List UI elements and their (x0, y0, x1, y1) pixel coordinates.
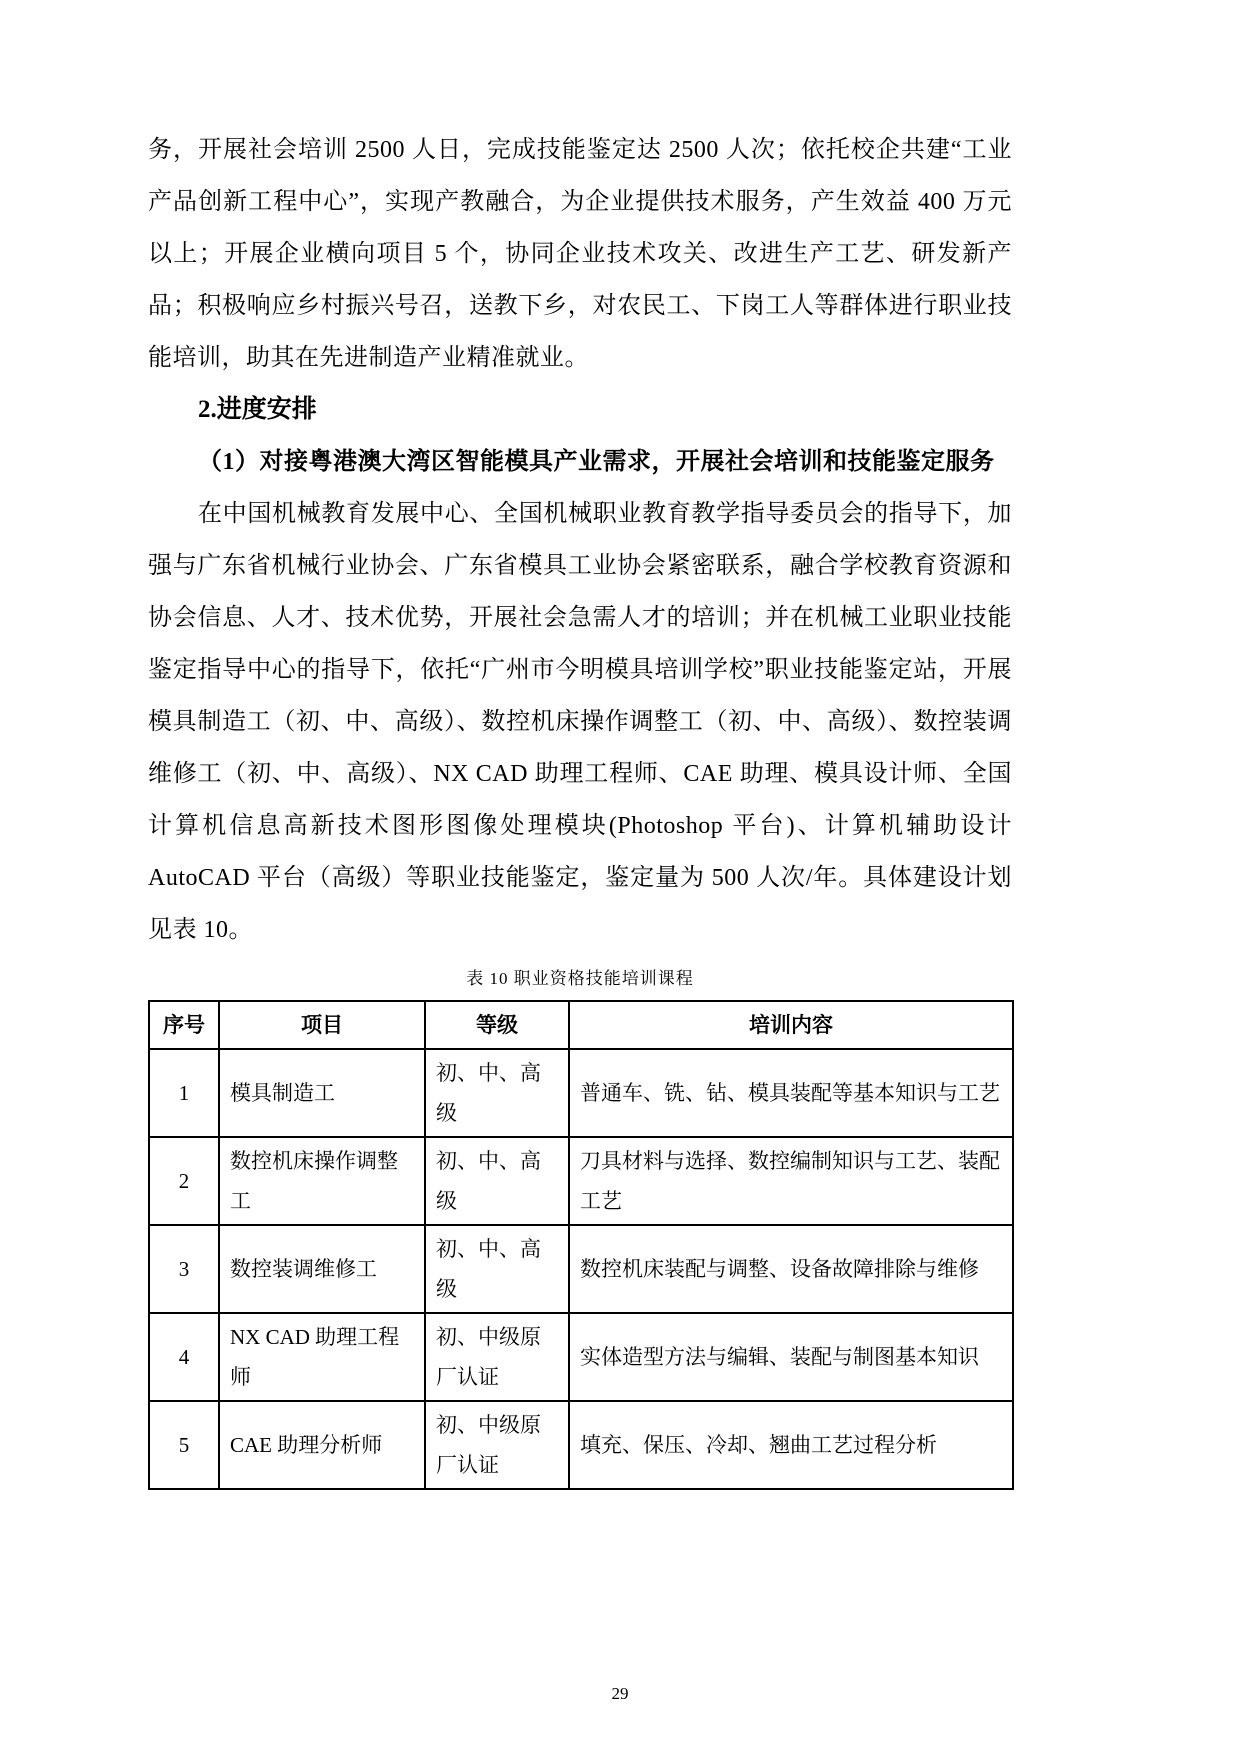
cell-content: 填充、保压、冷却、翘曲工艺过程分析 (569, 1401, 1013, 1489)
header-content: 培训内容 (569, 1001, 1013, 1049)
cell-level: 初、中、高级 (425, 1049, 569, 1137)
header-level: 等级 (425, 1001, 569, 1049)
cell-project: 数控装调维修工 (219, 1225, 425, 1313)
paragraph-body: 在中国机械教育发展中心、全国机械职业教育教学指导委员会的指导下，加强与广东省机械行业协会、广东省模具工业协会紧密联系，融合学校教育资源和协会信息、人才、技术优势，开展社会急需人才的培训；并在机械工业职业技能鉴定指导中心的指导下，依托“广州市今明模具培训学校”职业技能鉴定站，开展模具制造工（初、中、高级）、数控机床操作调整工（初、中、高级）、数控装调维修工（初、中、高级）、NX CAD 助理工程师、CAE 助理、模具设计师、全国计算机信息高新技术图形图像处理模块(Photoshop 平台)、计算机辅助设计 AutoCAD 平台（高级）等职业技能鉴定，鉴定量为 500 人次/年。具体建设计划见表 10。 (148, 501, 1012, 943)
table-row (149, 1225, 1013, 1313)
cell-project: 模具制造工 (219, 1049, 425, 1137)
page-content (148, 124, 1012, 1490)
cell-content: 刀具材料与选择、数控编制知识与工艺、装配工艺 (569, 1137, 1013, 1225)
table-row (149, 1049, 1013, 1137)
cell-content: 数控机床装配与调整、设备故障排除与维修 (569, 1225, 1013, 1313)
cell-project: CAE 助理分析师 (219, 1401, 425, 1489)
subsection-heading: （1）对接粤港澳大湾区智能模具产业需求，开展社会培训和技能鉴定服务 (198, 449, 995, 475)
table-row (149, 1313, 1013, 1401)
cell-num: 1 (149, 1049, 219, 1137)
cell-num: 3 (149, 1225, 219, 1313)
cell-num: 2 (149, 1137, 219, 1225)
table-header-row (149, 1001, 1013, 1049)
header-num: 序号 (149, 1001, 219, 1049)
cell-project: 数控机床操作调整工 (219, 1137, 425, 1225)
table-row (149, 1401, 1013, 1489)
cell-content: 普通车、铣、钻、模具装配等基本知识与工艺 (569, 1049, 1013, 1137)
section-heading: 2.进度安排 (198, 396, 317, 423)
header-project: 项目 (219, 1001, 425, 1049)
cell-level: 初、中级原厂认证 (425, 1401, 569, 1489)
training-table (148, 1000, 1014, 1490)
table-caption: 表 10 职业资格技能培训课程 (466, 969, 694, 988)
cell-project: NX CAD 助理工程师 (219, 1313, 425, 1401)
page-number: 29 (611, 1684, 629, 1703)
cell-content: 实体造型方法与编辑、装配与制图基本知识 (569, 1313, 1013, 1401)
cell-level: 初、中级原厂认证 (425, 1313, 569, 1401)
cell-num: 5 (149, 1401, 219, 1489)
table-row (149, 1137, 1013, 1225)
cell-level: 初、中、高级 (425, 1137, 569, 1225)
cell-num: 4 (149, 1313, 219, 1401)
cell-level: 初、中、高级 (425, 1225, 569, 1313)
paragraph-continuation: 务，开展社会培训 2500 人日，完成技能鉴定达 2500 人次；依托校企共建“工业产品创新工程中心”，实现产教融合，为企业提供技术服务，产生效益 400 万元以上；开展企业横向项目 5 个，协同企业技术攻关、改进生产工艺、研发新产品；积极响应乡村振兴号召，送教下乡，对农民工、下岗工人等群体进行职业技能培训，助其在先进制造产业精准就业。 (148, 137, 1012, 371)
